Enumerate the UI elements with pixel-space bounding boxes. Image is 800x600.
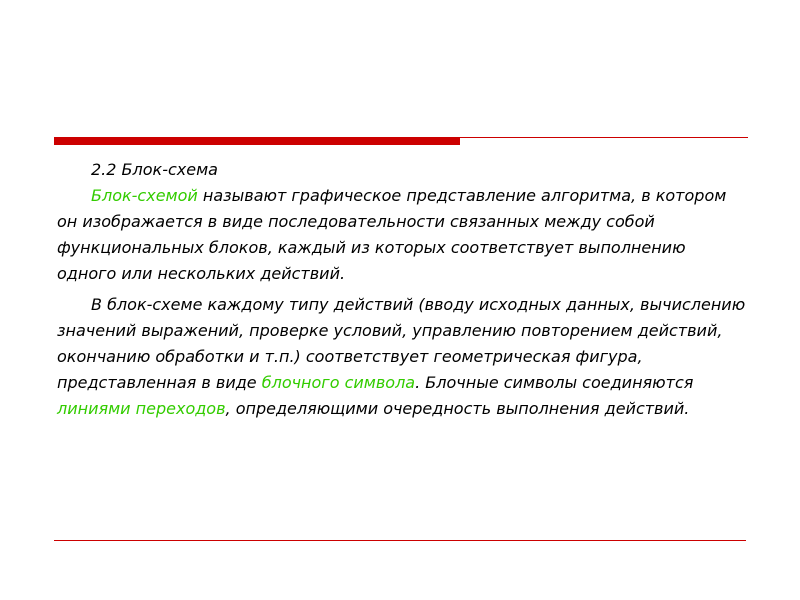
bottom-divider bbox=[54, 540, 746, 541]
slide-content bbox=[57, 157, 747, 422]
description-paragraph bbox=[57, 292, 747, 422]
slide-heading: 2.2 Блок-схема bbox=[91, 160, 218, 179]
definition-text: называют графическое представление алгоритма, в котором он изображается в виде последовательности связанных между собой функциональных блоков, каждый из которых соответствует выполнению одного или нескольких действий. bbox=[57, 186, 727, 283]
top-divider-thin bbox=[460, 137, 748, 138]
definition-paragraph bbox=[57, 183, 747, 287]
description-text-middle: . Блочные символы соединяются bbox=[415, 373, 694, 392]
top-divider-thick bbox=[54, 137, 460, 145]
term-block-symbol: блочного символа bbox=[261, 373, 416, 392]
description-text-end: , определяющими очередность выполнения действий. bbox=[225, 399, 690, 418]
description-text-start: В блок-схеме каждому типу действий (вводу исходных данных, вычислению значений выражений, проверке условий, управлению повторением действий, окончанию обработки и т.п.) соответствует геометрическая фигура, представленная в виде bbox=[57, 295, 746, 392]
term-transition-lines: линиями переходов bbox=[57, 399, 226, 418]
term-block-scheme: Блок-схемой bbox=[91, 186, 198, 205]
